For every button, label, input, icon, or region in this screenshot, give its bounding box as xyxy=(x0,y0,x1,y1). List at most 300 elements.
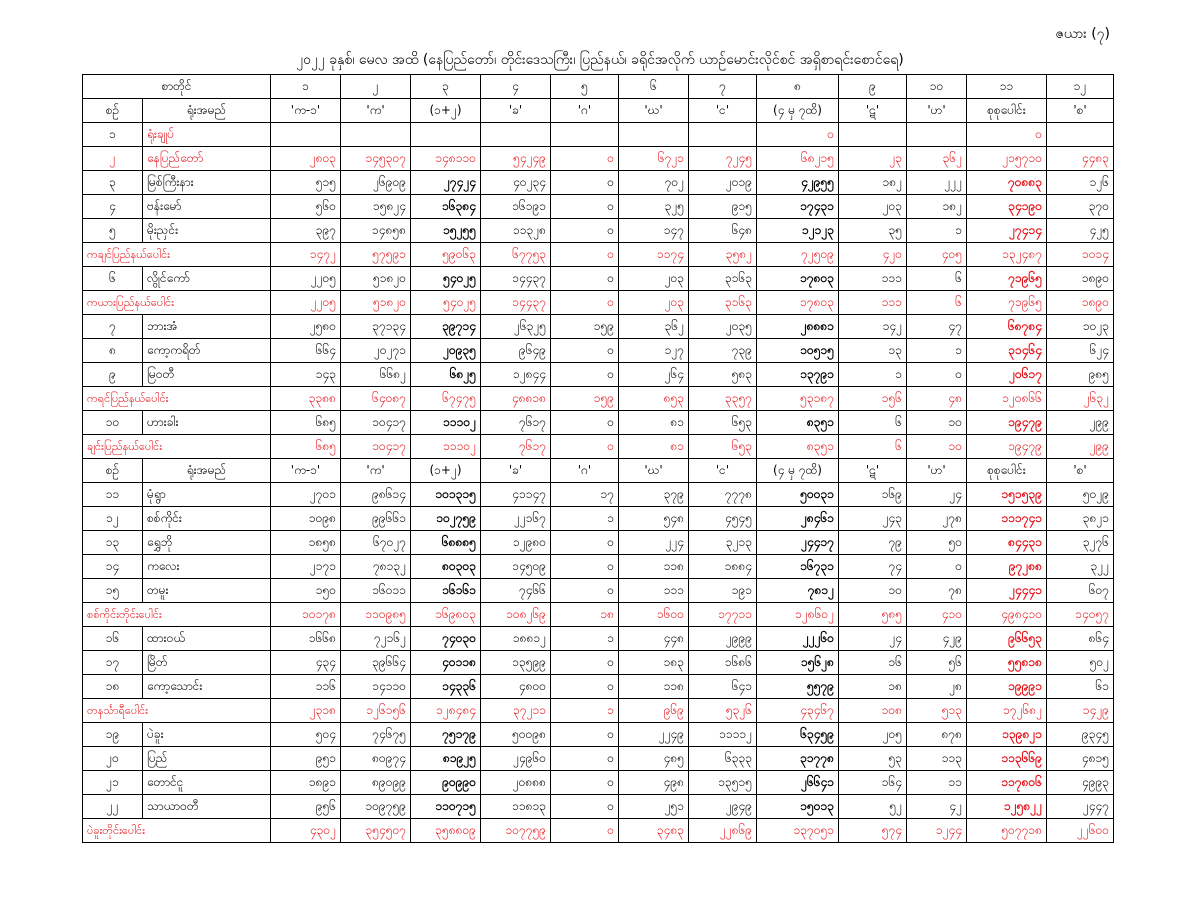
repeated-header-row xyxy=(83,459,1114,483)
value-cell: ၇၉ xyxy=(839,531,907,555)
value-cell: ၀ xyxy=(551,579,619,603)
value-cell: ၁၁၈ xyxy=(619,555,689,579)
table-row xyxy=(83,675,1114,699)
column-number-cell: ၉ xyxy=(839,75,907,99)
value-cell: ၆၄၈ xyxy=(689,219,757,243)
seq-cell: ၁၃ xyxy=(83,531,143,555)
value-cell: ၁၂၉၈၀ xyxy=(481,531,551,555)
value-cell: ၄၈ xyxy=(907,387,967,411)
value-cell: ၁၁၇၄ xyxy=(619,243,689,267)
table-row xyxy=(83,555,1114,579)
value-cell: ၃၅ xyxy=(839,219,907,243)
value-cell: ၄၂၀ xyxy=(839,243,907,267)
value-cell: ၆၄၀၈၇ xyxy=(341,387,411,411)
value-cell: ၂၀၃ xyxy=(619,267,689,291)
value-cell: ၂၀၃ xyxy=(839,195,907,219)
value-cell: ၈၁ xyxy=(619,435,689,459)
value-cell: ၈၁ xyxy=(619,411,689,435)
value-cell: ၇၈၁၃၂ xyxy=(341,555,411,579)
seq-cell: ၁၁ xyxy=(83,483,143,507)
value-cell: ၀ xyxy=(551,771,619,795)
seq-cell: ၁၂ xyxy=(83,507,143,531)
office-name-cell: ပဲခူး xyxy=(143,723,271,747)
value-cell: ၆၅၃ xyxy=(689,435,757,459)
value-cell: ၂၀၃၅ xyxy=(689,315,757,339)
value-cell: ၆ xyxy=(907,291,967,315)
value-cell: ၁၀၁၇၈ xyxy=(271,603,341,627)
value-cell: ၈၄၄၃၁ xyxy=(967,531,1047,555)
value-cell: ၅၀၂ xyxy=(1047,651,1114,675)
seq-cell: ၂၀ xyxy=(83,747,143,771)
value-cell: ၄၁၁၄၇ xyxy=(481,483,551,507)
office-name-cell: ပြည် xyxy=(143,747,271,771)
value-cell: ၀ xyxy=(551,267,619,291)
value-cell: ၁၆၁၆၁ xyxy=(411,579,481,603)
value-cell: ၂၉၉ xyxy=(1047,411,1114,435)
value-cell: ၁၁၈၁၃ xyxy=(481,795,551,819)
value-cell: ၅၀ xyxy=(907,531,967,555)
value-cell: ၁၄၂၉ xyxy=(1047,699,1114,723)
value-cell: ၂၆၃၂ xyxy=(1047,387,1114,411)
value-cell: ၁၄၅၀၉ xyxy=(481,555,551,579)
value-cell: ၁၁၀၇၁၅ xyxy=(411,795,481,819)
value-cell: ၁၄၄၃၇ xyxy=(481,267,551,291)
value-cell: ၁၄၂ xyxy=(839,315,907,339)
office-name-cell: တမူး xyxy=(143,579,271,603)
table-row xyxy=(83,219,1114,243)
value-cell: ၁၄၅၃၀၇ xyxy=(341,147,411,171)
value-cell: ၁ xyxy=(551,507,619,531)
value-cell: ၃၇၉ xyxy=(619,483,689,507)
value-cell: ၀ xyxy=(551,147,619,171)
value-cell xyxy=(411,123,481,147)
column-code-cell: စုစုပေါင်း xyxy=(967,99,1047,123)
office-name-cell: ထားဝယ် xyxy=(143,627,271,651)
value-cell: ၂၅၁ xyxy=(619,795,689,819)
column-number-cell: ၅ xyxy=(551,75,619,99)
subtotal-label: ကရင်ပြည်နယ်ပေါင်း xyxy=(83,387,271,411)
value-cell: ၂၀၈၈၈ xyxy=(481,771,551,795)
column-number-cell: ၂ xyxy=(341,75,411,99)
table-row xyxy=(83,771,1114,795)
value-cell: ၁၄၃၃၆ xyxy=(411,675,481,699)
subtotal-label: ကချင်ပြည်နယ်ပေါင်း xyxy=(83,243,271,267)
value-cell: ၁၇၇၁၁ xyxy=(689,603,757,627)
table-row xyxy=(83,195,1114,219)
column-code-cell: (၁+၂) xyxy=(411,99,481,123)
value-cell: ၆၁ xyxy=(1047,675,1114,699)
value-cell: ၁၁၆ xyxy=(271,675,341,699)
seq-cell: ၃ xyxy=(83,171,143,195)
value-cell xyxy=(1047,123,1114,147)
value-cell: ၁၀၁၄ xyxy=(1047,243,1114,267)
value-cell: ၂၄၄၁၇ xyxy=(757,531,839,555)
value-cell: ၁၉၉၉၁ xyxy=(967,675,1047,699)
value-cell: ၇၀၈၈၃ xyxy=(967,171,1047,195)
value-cell: ၂၀၂၇၁ xyxy=(341,339,411,363)
value-cell: ၄၇ xyxy=(907,315,967,339)
value-cell: ၄၄၈ xyxy=(619,627,689,651)
seq-header: စဉ် xyxy=(83,99,143,123)
value-cell: ၀ xyxy=(551,531,619,555)
value-cell: ၀ xyxy=(551,555,619,579)
value-cell: ၁၆၉၈၀၃ xyxy=(411,603,481,627)
value-cell: ၂၉၉ xyxy=(1047,435,1114,459)
column-number-cell: ၈ xyxy=(757,75,839,99)
seq-cell: ၁၄ xyxy=(83,555,143,579)
subtotal-label: ပဲခူးတိုင်းပေါင်း xyxy=(83,819,271,843)
value-cell: ၆၄၁ xyxy=(689,675,757,699)
value-cell: ၄၄၈၃ xyxy=(1047,147,1114,171)
value-cell: ၃၉၆၆၄ xyxy=(341,651,411,675)
value-cell: ၁၂၄၄ xyxy=(907,819,967,843)
value-cell: ၈၃၅၁ xyxy=(757,411,839,435)
column-code-cell: 'ဂ' xyxy=(551,99,619,123)
column-number-cell: ၁၂ xyxy=(1047,75,1114,99)
value-cell: ၃၅၄၅၀၇ xyxy=(341,819,411,843)
value-cell: ၉၅၁ xyxy=(271,747,341,771)
value-cell: ၁၁၁ xyxy=(839,267,907,291)
value-cell: ၅၃၁၈၇ xyxy=(757,387,839,411)
value-cell: ၅၁၃ xyxy=(907,699,967,723)
column-code-cell: 'ခ' xyxy=(481,99,551,123)
value-cell: ၁၆၁၉၁ xyxy=(481,195,551,219)
value-cell: ၁ xyxy=(839,363,907,387)
value-cell: ၅၃၂၆ xyxy=(689,699,757,723)
value-cell: ၁၀၇၇၅၉ xyxy=(481,819,551,843)
value-cell: ၈၉၀၉၉ xyxy=(341,771,411,795)
value-cell: ၂၇၀၁ xyxy=(271,483,341,507)
value-cell: ၀ xyxy=(551,339,619,363)
value-cell: ၁၂၇ xyxy=(619,339,689,363)
subtotal-row xyxy=(83,243,1114,267)
value-cell: ၂၂၀၅ xyxy=(271,267,341,291)
value-cell: ၇၄၆၆ xyxy=(481,579,551,603)
office-name-cell: ကော့ကရိတ် xyxy=(143,339,271,363)
value-cell xyxy=(907,123,967,147)
office-name-cell: မြစ်ကြီးနား xyxy=(143,171,271,195)
value-cell: ၁ xyxy=(907,219,967,243)
value-cell: ၄၈၅ xyxy=(619,747,689,771)
value-cell: ၁၆၀၀ xyxy=(619,603,689,627)
seq-cell: ၂၂ xyxy=(83,795,143,819)
table-row xyxy=(83,171,1114,195)
value-cell: ၄၀၂၃၄ xyxy=(481,171,551,195)
value-cell: ၇၅၁၇၉ xyxy=(411,723,481,747)
value-cell: ၅၁၅ xyxy=(271,171,341,195)
value-cell: ၅၉၀၆၃ xyxy=(411,243,481,267)
column-code-cell: 'က-၁' xyxy=(271,459,341,483)
value-cell: ၁၄၈၁၁၀ xyxy=(411,147,481,171)
value-cell: ၇၄၀၃၀ xyxy=(411,627,481,651)
value-cell: ၀ xyxy=(551,411,619,435)
value-cell: ၆၆၄ xyxy=(271,339,341,363)
seq-cell: စဉ် xyxy=(83,459,143,483)
value-cell: ၃၁၆၃ xyxy=(689,267,757,291)
column-number-cell: ၇ xyxy=(689,75,757,99)
office-name-cell: နေပြည်တော် xyxy=(143,147,271,171)
value-cell: ၁၄၀၅၇ xyxy=(1047,603,1114,627)
value-cell: ၅၄၂၄၉ xyxy=(481,147,551,171)
value-cell: ၆၇၇၅၃ xyxy=(481,243,551,267)
value-cell: ၅၀၄ xyxy=(271,723,341,747)
value-cell: ၀ xyxy=(551,651,619,675)
value-cell: ၀ xyxy=(551,723,619,747)
column-code-cell: 'ဟ' xyxy=(907,459,967,483)
seq-cell: ၁၀ xyxy=(83,411,143,435)
license-table xyxy=(82,74,1114,843)
value-cell: ၆၂၄ xyxy=(1047,339,1114,363)
value-cell: ၇၃၉ xyxy=(689,339,757,363)
seq-cell: ၁၆ xyxy=(83,627,143,651)
value-cell: ၀ xyxy=(551,795,619,819)
value-cell: ၄၁၀ xyxy=(907,603,967,627)
value-cell: ၁၃၅၉၉ xyxy=(481,651,551,675)
office-name-cell: သာယာဝတီ xyxy=(143,795,271,819)
value-cell: ၁၁၁၀၂ xyxy=(411,411,481,435)
value-cell: ၇၄ xyxy=(839,555,907,579)
value-cell: ၁၃၇၀၅၁ xyxy=(757,819,839,843)
value-cell: ၄၉၈ xyxy=(619,771,689,795)
value-cell: ၁၀၄၁၇ xyxy=(341,435,411,459)
column-number-cell: ၁ xyxy=(271,75,341,99)
value-cell: ၅၀၇၇၁၈ xyxy=(967,819,1047,843)
value-cell: ၁၈၂ xyxy=(839,171,907,195)
value-cell: ၅၈၅ xyxy=(839,603,907,627)
value-cell: ၂၂၂ xyxy=(907,171,967,195)
value-cell: ၀ xyxy=(551,435,619,459)
value-cell xyxy=(271,123,341,147)
value-cell: ၂၅၈၀ xyxy=(271,315,341,339)
value-cell: ၂၀၁၉ xyxy=(689,171,757,195)
value-cell: ၆၇၄၇၅ xyxy=(411,387,481,411)
value-cell: ၃၅၈၂ xyxy=(689,243,757,267)
value-cell: ၇၂၁၆၂ xyxy=(341,627,411,651)
value-cell: ၆၅၃ xyxy=(689,411,757,435)
value-cell: ၁၁၁၇၄၁ xyxy=(967,507,1047,531)
subtotal-label: ကယားပြည်နယ်ပေါင်း xyxy=(83,291,271,315)
office-name-cell: လွိုင်ကော် xyxy=(143,267,271,291)
seq-cell: ၇ xyxy=(83,315,143,339)
value-cell: ၃၆၂ xyxy=(907,147,967,171)
table-row xyxy=(83,795,1114,819)
value-cell: ၀ xyxy=(907,555,967,579)
value-cell: ၁၈၉၀ xyxy=(1047,267,1114,291)
value-cell: ၁၉၄၇၉ xyxy=(967,435,1047,459)
seq-cell: ၁၅ xyxy=(83,579,143,603)
value-cell: ၁ xyxy=(551,627,619,651)
value-cell: ၁၆၃၈၄ xyxy=(411,195,481,219)
value-cell: ၄၀၅ xyxy=(907,243,967,267)
subtotal-label: စစ်ကိုင်းတိုင်းပေါင်း xyxy=(83,603,271,627)
value-cell: ၂၈ xyxy=(907,675,967,699)
value-cell: ၁၃ xyxy=(839,339,907,363)
value-cell: ၆၆၈၂ xyxy=(341,363,411,387)
column-number-cell: ၃ xyxy=(411,75,481,99)
value-cell: ၃၂၅ xyxy=(619,195,689,219)
value-cell: ၉၉၆၆၁ xyxy=(341,507,411,531)
value-cell: ၈၆၄ xyxy=(1047,627,1114,651)
value-cell: ၅၄၀၂၅ xyxy=(411,267,481,291)
value-cell xyxy=(481,123,551,147)
value-cell: ၂၂၁၆၇ xyxy=(481,507,551,531)
value-cell: ၁၆၄ xyxy=(839,771,907,795)
table-row xyxy=(83,267,1114,291)
office-name-cell: ကလေး xyxy=(143,555,271,579)
value-cell: ၂၀၆၁၇ xyxy=(967,363,1047,387)
value-cell: ၅၆ xyxy=(907,651,967,675)
value-cell: ၇၀၂ xyxy=(619,171,689,195)
value-cell: ၃၁၆၃ xyxy=(689,291,757,315)
value-cell: ၁၀၈၂၆၉ xyxy=(481,603,551,627)
value-cell: ၁၀ xyxy=(907,435,967,459)
value-cell: ၉၆၉ xyxy=(619,699,689,723)
value-cell xyxy=(839,123,907,147)
value-cell: ၁၈၃ xyxy=(619,651,689,675)
office-name-cell: ဗန်းမော် xyxy=(143,195,271,219)
value-cell: ၆ xyxy=(839,435,907,459)
column-code-cell: (၄ မှ ၇ထိ) xyxy=(757,99,839,123)
column-code-cell: (၄ မှ ၇ထိ) xyxy=(757,459,839,483)
value-cell xyxy=(341,123,411,147)
value-cell: ၂၄၃ xyxy=(839,507,907,531)
value-cell: ၅၃ xyxy=(839,747,907,771)
value-cell: ၇၁၉၆၅ xyxy=(967,291,1047,315)
value-cell: ၁၀၁၃၁၅ xyxy=(411,483,481,507)
value-cell: ၂၂၂၆၀ xyxy=(757,627,839,651)
value-cell: ၄၈၁၅ xyxy=(1047,747,1114,771)
value-cell: ၁၅၁၅၃၉ xyxy=(967,483,1047,507)
value-cell: ၀ xyxy=(551,291,619,315)
value-cell: ၆၈၇၈၄ xyxy=(967,315,1047,339)
office-name-cell: ဘားအံ xyxy=(143,315,271,339)
value-cell: ၁၈၅၈ xyxy=(271,531,341,555)
value-cell: ၂၆၄ xyxy=(619,363,689,387)
value-cell: ၆၃၃၃ xyxy=(689,747,757,771)
value-cell: ၀ xyxy=(551,243,619,267)
value-cell: ၂၂၆၀၀ xyxy=(1047,819,1114,843)
value-cell: ၃၃၈၈ xyxy=(271,387,341,411)
value-cell: ၁၉၄၇၉ xyxy=(967,411,1047,435)
value-cell: ၃၉၇ xyxy=(271,219,341,243)
value-cell: ၅၀၂၉ xyxy=(1047,483,1114,507)
value-cell: ၇၈ xyxy=(907,579,967,603)
table-row xyxy=(83,723,1114,747)
value-cell xyxy=(551,123,619,147)
value-cell: ၂၉၄၉ xyxy=(689,795,757,819)
value-cell: ၅၂ xyxy=(839,795,907,819)
value-cell: ၁၂၆၁၅၆ xyxy=(341,699,411,723)
value-cell: ၂၆၃၂၅ xyxy=(481,315,551,339)
value-cell: ၅၇၄ xyxy=(839,819,907,843)
column-code-cell: 'က' xyxy=(341,99,411,123)
value-cell: ၁၇၂၆၈၂ xyxy=(967,699,1047,723)
value-cell: ၇၆၁၇ xyxy=(481,435,551,459)
value-cell: ၀ xyxy=(551,747,619,771)
value-cell: ၇၂၅၀၉ xyxy=(757,243,839,267)
value-cell: ၆၀၇ xyxy=(1047,579,1114,603)
table-row xyxy=(83,147,1114,171)
seq-cell: ၁၉ xyxy=(83,723,143,747)
value-cell: ၁၁၃ xyxy=(907,747,967,771)
value-cell: ၁ xyxy=(907,339,967,363)
value-cell: ၈၃၅၁ xyxy=(757,435,839,459)
seq-cell: ၂ xyxy=(83,147,143,171)
seq-cell: ၆ xyxy=(83,267,143,291)
value-cell: ၈၀၃၀၃ xyxy=(411,555,481,579)
office-name-cell: မြဝတီ xyxy=(143,363,271,387)
value-cell: ၈၅၃ xyxy=(619,387,689,411)
value-cell: ၃၂၁၃ xyxy=(689,531,757,555)
name-header: ရုံးအမည် xyxy=(143,99,271,123)
value-cell: ၁၆၆၈ xyxy=(271,627,341,651)
seq-cell: ၁ xyxy=(83,123,143,147)
value-cell: ၁၈၈၄ xyxy=(689,555,757,579)
value-cell: ၁၀၅၁၅ xyxy=(757,339,839,363)
table-row xyxy=(83,531,1114,555)
value-cell: ၇၄၆၇၅ xyxy=(341,723,411,747)
value-cell: ၁၂၈၄၈၄ xyxy=(411,699,481,723)
value-cell: ၁၄၇၂ xyxy=(271,243,341,267)
value-cell: ၁၁၁၀၂ xyxy=(411,435,481,459)
seq-cell: ၉ xyxy=(83,363,143,387)
value-cell: ၂၀၉၃၅ xyxy=(411,339,481,363)
value-cell: ၇၈၁၂ xyxy=(757,579,839,603)
column-code-cell: 'ဃ' xyxy=(619,459,689,483)
value-cell: ၁၁၇၈၀၆ xyxy=(967,771,1047,795)
value-cell: ၅၀၀၉၈ xyxy=(481,723,551,747)
value-cell: ၅၆၀ xyxy=(271,195,341,219)
value-cell: ၁၀၉၇၅၉ xyxy=(341,795,411,819)
value-cell: ၁၈ xyxy=(551,603,619,627)
value-cell: ၁၅၆၂၈ xyxy=(757,651,839,675)
value-cell: ၁၀၂၃ xyxy=(1047,315,1114,339)
value-cell: ၁၁၃၆၆၉ xyxy=(967,747,1047,771)
value-cell: ၁၇၄၃၁ xyxy=(757,195,839,219)
table-row xyxy=(83,411,1114,435)
column-code-cell: 'ခ' xyxy=(481,459,551,483)
value-cell: ၃၇၀ xyxy=(1047,195,1114,219)
value-cell: ၁၅၂၅၅ xyxy=(411,219,481,243)
value-cell: ၄၂၅ xyxy=(1047,219,1114,243)
value-cell: ၂၂၀၅ xyxy=(271,291,341,315)
column-code-cell: 'ဃ' xyxy=(619,99,689,123)
value-cell: ၃၃၅၇ xyxy=(689,387,757,411)
value-cell: ၂၄၄၇ xyxy=(1047,795,1114,819)
value-cell: ၉၅၆ xyxy=(271,795,341,819)
office-name-cell: မုံရွာ xyxy=(143,483,271,507)
value-cell: ၀ xyxy=(551,219,619,243)
value-cell: ၁၁ xyxy=(907,771,967,795)
value-cell: ၀ xyxy=(551,195,619,219)
seq-cell: ၄ xyxy=(83,195,143,219)
column-number-cell: ၁၁ xyxy=(967,75,1047,99)
value-cell: ၁၀ xyxy=(907,411,967,435)
column-code-cell: 'စ' xyxy=(1047,459,1114,483)
value-cell: ၄၃၄ xyxy=(271,651,341,675)
value-cell: ၂၄ xyxy=(839,627,907,651)
value-cell: ၈၁၉၂၅ xyxy=(411,747,481,771)
seq-cell: ၂၁ xyxy=(83,771,143,795)
office-name-cell: ဟားခါး xyxy=(143,411,271,435)
value-cell: ၁၀၄၁၇ xyxy=(341,411,411,435)
value-cell: ၃၇၂၁၁ xyxy=(481,699,551,723)
value-cell: ၁၆၈၆ xyxy=(689,651,757,675)
value-cell: ၂၄၉၆၀ xyxy=(481,747,551,771)
column-code-cell: 'င' xyxy=(689,459,757,483)
value-cell: ၃၂၂ xyxy=(1047,555,1114,579)
value-cell: ၁၅၀၁၃ xyxy=(757,795,839,819)
